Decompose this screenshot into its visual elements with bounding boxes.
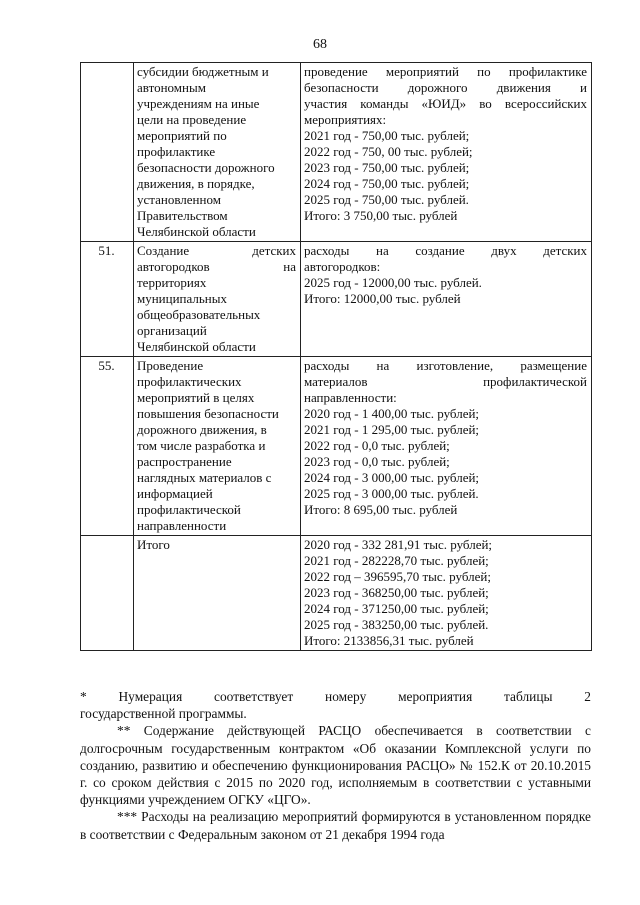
row-number-cell: [81, 63, 134, 242]
measure-name-line: мероприятий в целях: [137, 390, 255, 405]
row-number-cell: 51.: [81, 242, 134, 357]
measure-name-line: Челябинской области: [137, 224, 256, 239]
measure-name-line: том числе разработка и: [137, 438, 266, 453]
funding-description-line: 2021 год - 1 295,00 тыс. рублей;: [304, 422, 480, 437]
measure-name-line: автогородков на: [137, 259, 296, 274]
measure-name-line: организаций: [137, 323, 207, 338]
funding-description-line: автогородков:: [304, 259, 381, 274]
funding-description-line: 2024 год - 371250,00 тыс. рублей;: [304, 601, 489, 616]
measure-name-line: установленном: [137, 192, 221, 207]
funding-description-line: Итого: 12000,00 тыс. рублей: [304, 291, 461, 306]
funding-description-line: расходы на создание двух детских: [304, 243, 587, 258]
funding-description-line: 2023 год - 0,0 тыс. рублей;: [304, 454, 450, 469]
funding-description-line: Итого: 3 750,00 тыс. рублей: [304, 208, 458, 223]
funding-description-line: 2022 год - 750, 00 тыс. рублей;: [304, 144, 473, 159]
measure-name-line: Создание детских: [137, 243, 296, 258]
funding-description-line: Итого: 8 695,00 тыс. рублей: [304, 502, 458, 517]
measure-name-cell: [134, 242, 301, 357]
funding-description-line: 2023 год - 750,00 тыс. рублей;: [304, 160, 470, 175]
measure-name-line: дорожного движения, в: [137, 422, 267, 437]
measure-name-line: направленности: [137, 518, 227, 533]
table-row: [81, 242, 592, 357]
measure-name-line: распространение: [137, 454, 232, 469]
measure-name-line: движения, в порядке,: [137, 176, 255, 191]
funding-description-line: 2025 год - 3 000,00 тыс. рублей.: [304, 486, 479, 501]
funding-description-line: 2023 год - 368250,00 тыс. рублей;: [304, 585, 489, 600]
footnote-expenses: *** Расходы на реализацию мероприятий формируются в установленном порядке в соответствии с Федеральным законом от 21 декабря 1994 года: [80, 809, 591, 842]
page-number: 68: [313, 37, 327, 52]
funding-description-line: 2020 год - 1 400,00 тыс. рублей;: [304, 406, 480, 421]
funding-description-line: 2025 год - 383250,00 тыс. рублей.: [304, 617, 489, 632]
funding-description-line: проведение мероприятий по профилактике: [304, 64, 587, 79]
funding-description-line: направленности:: [304, 390, 397, 405]
funding-description-line: 2020 год - 332 281,91 тыс. рублей;: [304, 537, 493, 552]
measure-name-line: территориях: [137, 275, 207, 290]
funding-description-line: 2021 год - 282228,70 тыс. рублей;: [304, 553, 489, 568]
measure-name-line: общеобразовательных: [137, 307, 261, 322]
measure-name-cell: [134, 63, 301, 242]
funding-description-line: 2021 год - 750,00 тыс. рублей;: [304, 128, 470, 143]
funding-description-line: участия команды «ЮИД» во всероссийских: [304, 96, 587, 111]
footnote-numbering: [80, 688, 591, 722]
measure-name-line: Челябинской области: [137, 339, 256, 354]
measure-name-line: цели на проведение: [137, 112, 247, 127]
table-body: [81, 63, 592, 651]
measure-name-cell: [134, 357, 301, 536]
funding-description-line: расходы на изготовление, размещение: [304, 358, 587, 373]
table-row: [81, 536, 592, 651]
measure-name-line: профилактических: [137, 374, 242, 389]
funding-description-cell: [301, 242, 592, 357]
funding-description-cell: [301, 63, 592, 242]
footnote-rasco: ** Содержание действующей РАСЦО обеспечивается в соответствии с долгосрочным государственным контрактом «Об оказании Комплексной услуги по созданию, развитию и обеспечению функционирования РАСЦО» № 152.К от 20.10.2015 г. со сроком действия с 2015 по 2020 год, исполняемым в соответствии с уставными функциями учреждением ОГКУ «ЦГО».: [80, 723, 591, 808]
measure-name-line: мероприятий по: [137, 128, 227, 143]
funding-description-cell: [301, 536, 592, 651]
row-number-cell: 55.: [81, 357, 134, 536]
footnote-numbering-line1: * Нумерация соответствует номеру мероприятия таблицы 2: [80, 689, 591, 704]
measure-name-line: повышения безопасности: [137, 406, 279, 421]
measure-name-cell: [134, 536, 301, 651]
funding-description-line: Итого: 2133856,31 тыс. рублей: [304, 633, 474, 648]
funding-description-line: 2024 год - 3 000,00 тыс. рублей;: [304, 470, 480, 485]
measure-name-line: Итого: [137, 537, 170, 552]
funding-description-line: 2025 год - 12000,00 тыс. рублей.: [304, 275, 482, 290]
measure-name-line: профилактике: [137, 144, 216, 159]
measure-name-line: муниципальных: [137, 291, 228, 306]
funding-description-line: материалов профилактической: [304, 374, 587, 389]
funding-description-line: безопасности дорожного движения и: [304, 80, 587, 95]
measure-name-line: безопасности дорожного: [137, 160, 275, 175]
footnote-numbering-line2: государственной программы.: [80, 706, 247, 722]
funding-description-line: 2025 год - 750,00 тыс. рублей.: [304, 192, 469, 207]
table-row: [81, 63, 592, 242]
measure-name-line: субсидии бюджетным и: [137, 64, 269, 79]
funding-description-line: 2022 год - 0,0 тыс. рублей;: [304, 438, 450, 453]
footnotes: [80, 688, 591, 843]
funding-description-line: 2022 год – 396595,70 тыс. рублей;: [304, 569, 491, 584]
measure-name-line: Правительством: [137, 208, 228, 223]
measure-name-line: автономным: [137, 80, 206, 95]
row-number-cell: [81, 536, 134, 651]
measure-name-line: учреждениям на иные: [137, 96, 260, 111]
measure-name-line: Проведение: [137, 358, 204, 373]
table-row: [81, 357, 592, 536]
program-table: [80, 62, 592, 651]
funding-description-line: мероприятиях:: [304, 112, 387, 127]
funding-description-cell: [301, 357, 592, 536]
measure-name-line: информацией: [137, 486, 213, 501]
funding-description-line: 2024 год - 750,00 тыс. рублей;: [304, 176, 470, 191]
measure-name-line: наглядных материалов с: [137, 470, 272, 485]
measure-name-line: профилактической: [137, 502, 241, 517]
